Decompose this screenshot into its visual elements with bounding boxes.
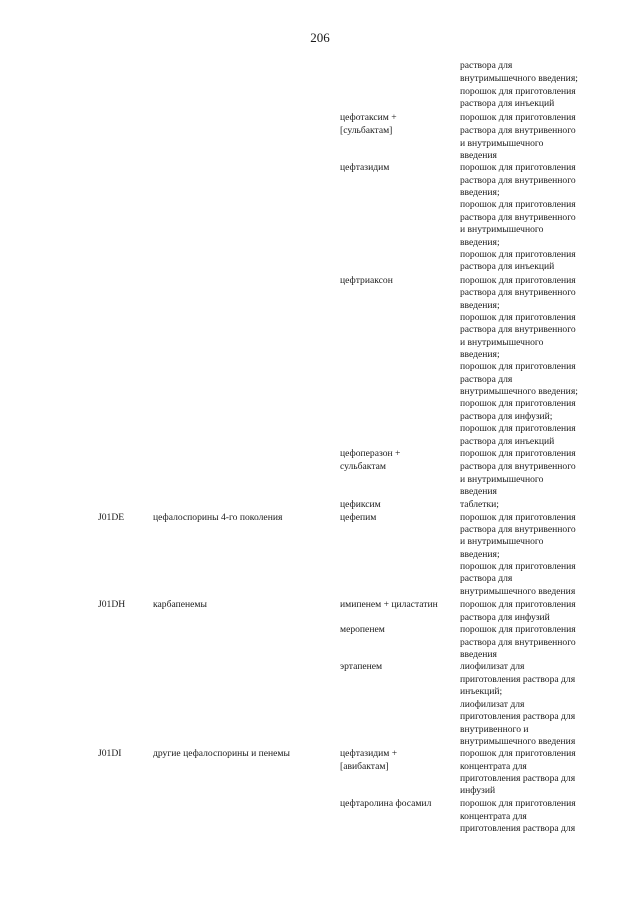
forms-line: порошок для приготовления [460, 561, 576, 572]
substance-line: цефепим [340, 512, 377, 523]
forms-line: порошок для приготовления [460, 624, 576, 635]
substance-line: цефтриаксон [340, 275, 393, 286]
forms-line: приготовления раствора для [460, 823, 576, 834]
forms-line: порошок для приготовления [460, 112, 576, 123]
atc-code: J01DH [98, 599, 126, 610]
forms-line: внутримышечного введения [460, 736, 576, 747]
forms-line: порошок для приготовления [460, 275, 576, 286]
forms-line: порошок для приготовления [460, 748, 576, 759]
substance-line: цефоперазон + [340, 448, 401, 459]
substance-line: цефиксим [340, 499, 381, 510]
forms-line: раствора для внутривенного [460, 524, 576, 535]
forms-line: введения; [460, 300, 500, 311]
forms-line: раствора для инфузий [460, 612, 550, 623]
forms-line: порошок для приготовления [460, 448, 576, 459]
forms-line: порошок для приготовления [460, 361, 576, 372]
forms-line: раствора для [460, 60, 513, 71]
forms-line: и внутримышечного [460, 337, 544, 348]
forms-line: введения [460, 150, 497, 161]
substance-line: цефтазидим + [340, 748, 398, 759]
forms-line: концентрата для [460, 811, 527, 822]
forms-line: раствора для внутривенного [460, 287, 576, 298]
forms-line: внутривенного и [460, 724, 529, 735]
forms-line: таблетки; [460, 499, 499, 510]
forms-line: раствора для инфузий; [460, 411, 553, 422]
group-name: карбапенемы [153, 599, 207, 610]
forms-line: порошок для приготовления [460, 512, 576, 523]
forms-line: внутримышечного введения; [460, 73, 578, 84]
atc-code: J01DI [98, 748, 122, 759]
forms-line: порошок для приготовления [460, 599, 576, 610]
forms-line: лиофилизат для [460, 661, 525, 672]
substance-line: имипенем + циластатин [340, 599, 438, 610]
forms-line: приготовления раствора для [460, 674, 576, 685]
forms-line: раствора для инъекций [460, 436, 555, 447]
forms-line: введения; [460, 237, 500, 248]
forms-line: порошок для приготовления [460, 423, 576, 434]
forms-line: введения; [460, 187, 500, 198]
forms-line: раствора для внутривенного [460, 637, 576, 648]
forms-line: порошок для приготовления [460, 86, 576, 97]
group-name: цефалоспорины 4-го поколения [153, 512, 283, 523]
substance-line: [сульбактам] [340, 125, 393, 136]
forms-line: введения; [460, 349, 500, 360]
forms-line: порошок для приготовления [460, 199, 576, 210]
forms-line: и внутримышечного [460, 536, 544, 547]
forms-line: раствора для [460, 573, 513, 584]
forms-line: раствора для инъекций [460, 261, 555, 272]
forms-line: раствора для внутривенного [460, 212, 576, 223]
forms-line: концентрата для [460, 761, 527, 772]
page-number: 206 [310, 30, 330, 45]
forms-line: раствора для [460, 374, 513, 385]
forms-line: введения; [460, 549, 500, 560]
substance-line: цефтаролина фосамил [340, 798, 432, 809]
forms-line: порошок для приготовления [460, 249, 576, 260]
atc-code: J01DE [98, 512, 125, 523]
substance-line: [авибактам] [340, 761, 389, 772]
forms-line: порошок для приготовления [460, 398, 576, 409]
forms-line: порошок для приготовления [460, 162, 576, 173]
forms-line: раствора для внутривенного [460, 175, 576, 186]
substance-line: сульбактам [340, 461, 386, 472]
forms-line: порошок для приготовления [460, 312, 576, 323]
forms-line: раствора для внутривенного [460, 461, 576, 472]
forms-line: приготовления раствора для [460, 711, 576, 722]
forms-line: внутримышечного введения; [460, 386, 578, 397]
forms-line: раствора для внутривенного [460, 324, 576, 335]
forms-line: порошок для приготовления [460, 798, 576, 809]
forms-line: раствора для внутривенного [460, 125, 576, 136]
forms-line: и внутримышечного [460, 224, 544, 235]
group-name: другие цефалоспорины и пенемы [153, 748, 290, 759]
forms-line: инъекций; [460, 686, 503, 697]
forms-line: и внутримышечного [460, 138, 544, 149]
forms-line: инфузий [460, 785, 496, 796]
substance-line: цефтазидим [340, 162, 390, 173]
forms-line: приготовления раствора для [460, 773, 576, 784]
forms-line: лиофилизат для [460, 699, 525, 710]
forms-line: введения [460, 486, 497, 497]
forms-line: раствора для инъекций [460, 98, 555, 109]
substance-line: эртапенем [340, 661, 383, 672]
forms-line: внутримышечного введения [460, 586, 576, 597]
substance-line: меропенем [340, 624, 385, 635]
forms-line: введения [460, 649, 497, 660]
substance-line: цефотаксим + [340, 112, 397, 123]
forms-line: и внутримышечного [460, 474, 544, 485]
